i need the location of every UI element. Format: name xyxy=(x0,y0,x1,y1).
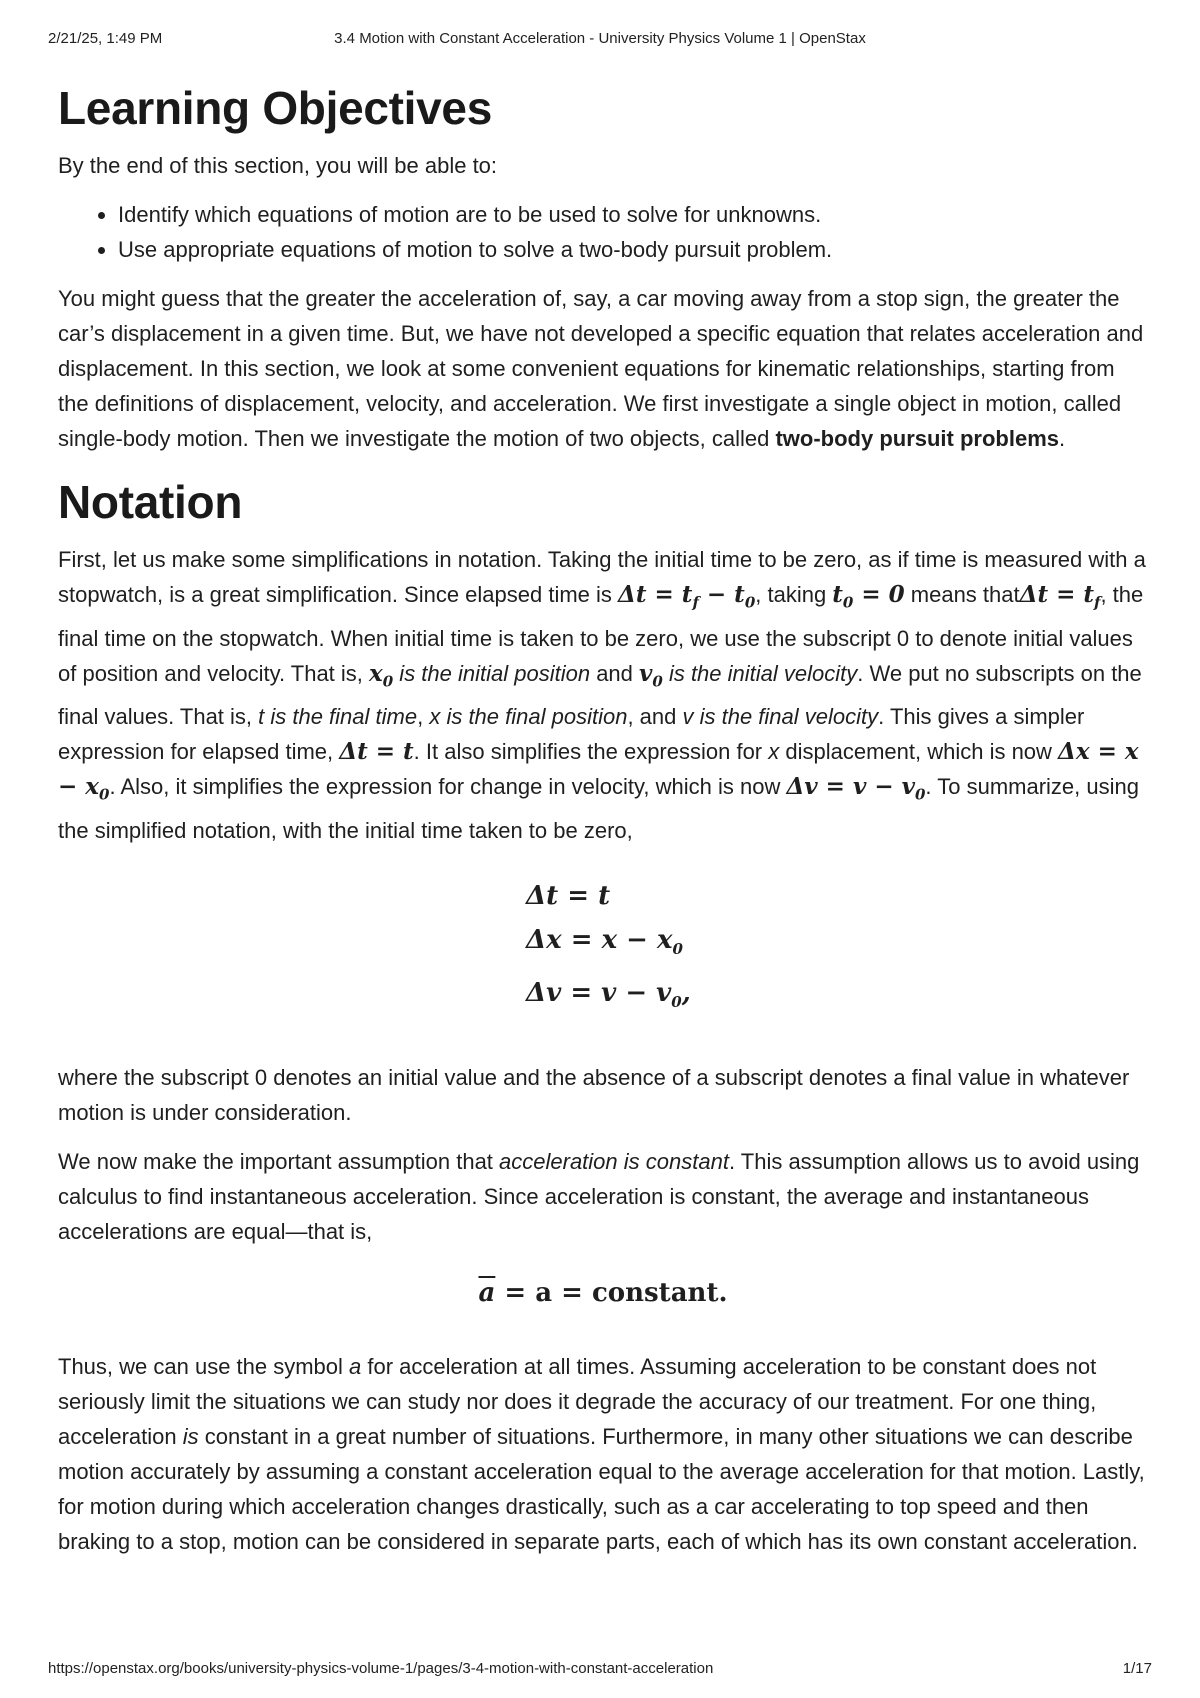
math-delta-v: $\Delta v = v - v_0$ xyxy=(786,773,926,804)
objectives-intro: By the end of this section, you will be able to: xyxy=(58,153,498,178)
math-delta-t-t: Δt = t xyxy=(339,738,414,766)
assumption-text: We now make the important assumption that xyxy=(58,1149,500,1175)
assumption-paragraph xyxy=(58,1144,1148,1249)
footer-url[interactable]: https://openstax.org/books/university-physics-volume-1/pages/3-4-motion-with-constant-acceleration xyxy=(48,1660,714,1677)
math-t0-zero: $t_0 = 0$ xyxy=(832,581,905,612)
thus-text: Thus, we can use the symbol xyxy=(58,1354,350,1380)
assumption-italic: acceleration is constant xyxy=(499,1149,729,1175)
notation-heading: Notation xyxy=(58,476,243,528)
objective-item: • Identify which equations of motion are to be used to solve for unknowns. xyxy=(118,197,1148,232)
notation-text: . This gives a simpler expression for elapsed time, xyxy=(58,704,1085,765)
math-delta-x: $\Delta x = x - x_0$ xyxy=(58,738,1139,804)
equation-line: $\Delta x = x - x_0$ xyxy=(526,924,683,958)
subscript-paragraph: where the subscript 0 denotes an initial value and the absence of a subscript denotes a final value in whatever motion is under consideration. xyxy=(58,1065,1130,1126)
equation-line: Δt = t xyxy=(526,880,611,911)
notation-text: . To summarize, using the simplified notation, with the initial time taken to be zero, xyxy=(58,774,1139,843)
math-v0: $v_0$ xyxy=(639,659,663,691)
notation-italic: is the initial position xyxy=(393,660,591,686)
header-datetime: 2/21/25, 1:49 PM xyxy=(48,30,163,47)
notation-italic: t is the final time xyxy=(258,704,418,730)
notation-italic: v is the final velocity xyxy=(682,704,879,730)
constant-acceleration-equation: $\overline{a} = a$ = constant. xyxy=(478,1278,728,1309)
math-delta-t-def: $\Delta t = t_f - t_0$ xyxy=(618,581,756,612)
assumption-text: . This assumption allows us to avoid using calculus to find instantaneous acceleration. Since acceleration is constant, the average and instantaneous accelerations are equal—that is, xyxy=(58,1149,1140,1245)
intro-text: You might guess that the greater the acceleration of, say, a car moving away from a stop sign, the greater the car’s displacement in a given time. But, we have not developed a specific equation that relates acceleration and displacement. In this section, we look at some convenient equations for kinematic relationships, starting from the definitions of displacement, velocity, and acceleration. We first investigate a single object in motion, called single-body motion. Then we investigate the motion of two objects, called xyxy=(58,286,1144,451)
notation-text: . We put no subscripts on the final values. That is, xyxy=(58,660,1142,730)
math-delta-t-tf: $\Delta t = t_f$ xyxy=(1019,581,1101,612)
thus-text: constant in a great number of situations. Furthermore, in many other situations we can describe motion accurately by assuming a constant acceleration equal to the average acceleration for that motion. Lastly, for motion during which acceleration changes drastically, such as a car accelerating to top speed and then braking to a stop, motion can be considered in separate parts, each of which has its own constant acceleration. xyxy=(58,1424,1145,1555)
notation-text: and xyxy=(590,660,640,686)
intro-end: . xyxy=(1059,426,1066,451)
notation-italic: x xyxy=(768,739,780,765)
notation-paragraph xyxy=(58,542,1148,848)
notation-italic: is the initial velocity xyxy=(662,660,858,686)
notation-text: . It also simplifies the expression for xyxy=(413,739,769,765)
notation-text: displacement, which is now xyxy=(779,739,1059,765)
equation-block xyxy=(526,874,1148,1024)
intro-paragraph xyxy=(58,281,1148,456)
notation-text: . Also, it simplifies the expression for change in velocity, which is now xyxy=(109,774,787,800)
footer-page-number: 1/17 xyxy=(1122,1660,1152,1677)
thus-text: for acceleration at all times. Assuming acceleration to be constant does not seriously limit the situations we can study nor does it degrade the accuracy of our treatment. For one thing, acceleration xyxy=(58,1354,1097,1450)
objectives-list xyxy=(58,197,1148,267)
notation-text: , taking xyxy=(755,582,833,607)
math-x0: $x_0$ xyxy=(369,659,394,691)
thus-italic: is xyxy=(182,1424,199,1450)
learning-objectives-heading: Learning Objectives xyxy=(58,82,492,134)
two-body-pursuit-term: two-body pursuit problems xyxy=(775,426,1060,451)
equation-line: $\Delta v = v - v_0$, xyxy=(526,977,691,1012)
thus-italic: a xyxy=(349,1354,362,1380)
thus-paragraph xyxy=(58,1349,1148,1559)
article-content xyxy=(58,76,1148,1573)
notation-text: , the final time on the stopwatch. When initial time is taken to be zero, we use the subscript 0 to denote initial values of position and velocity. That is, xyxy=(58,582,1144,686)
objective-item: • Use appropriate equations of motion to solve a two-body pursuit problem. xyxy=(118,232,1148,267)
notation-text: , and xyxy=(627,704,683,730)
notation-italic: x is the final position xyxy=(429,704,628,730)
notation-text: First, let us make some simplifications in notation. Taking the initial time to be zero, as if time is measured with a stopwatch, is a great simplification. Since elapsed time is xyxy=(58,547,1146,607)
header-title: 3.4 Motion with Constant Acceleration - University Physics Volume 1 | OpenStax xyxy=(334,30,866,47)
notation-text: , xyxy=(417,704,430,730)
notation-text: means that xyxy=(904,582,1020,607)
